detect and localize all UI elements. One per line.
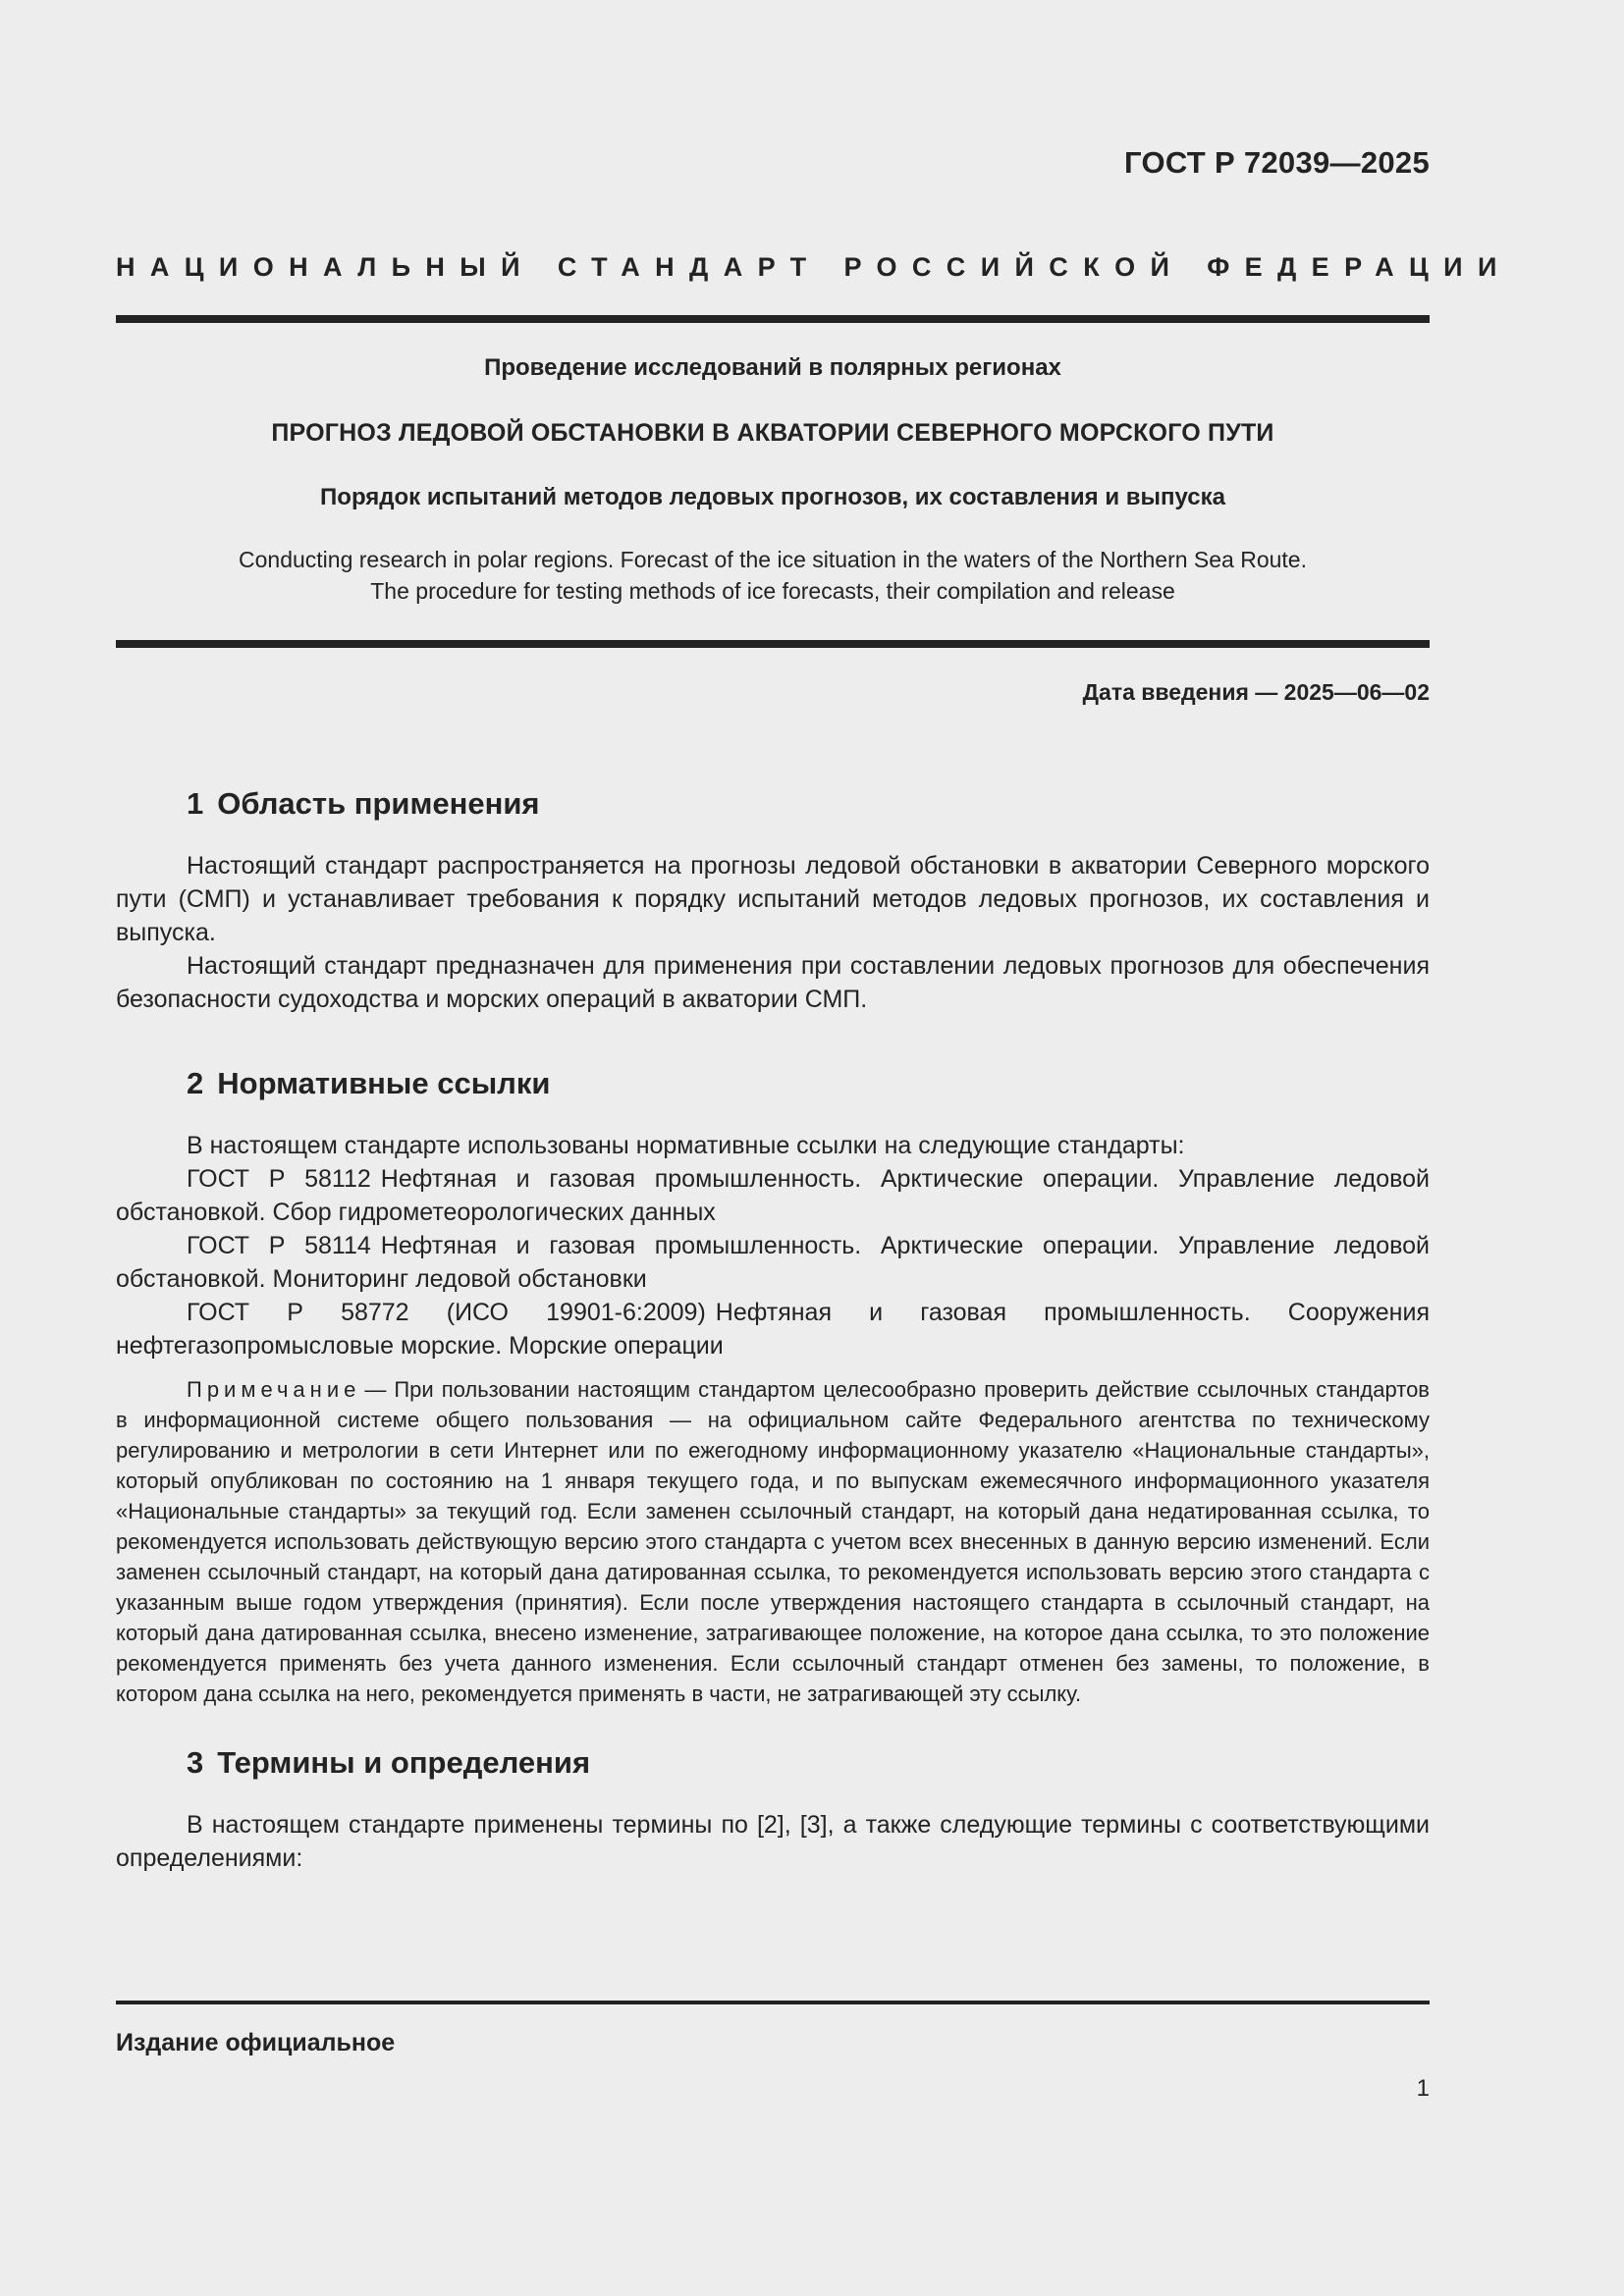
section-number: 3 — [187, 1745, 204, 1780]
document-body — [116, 785, 1430, 1875]
normative-reference — [116, 1229, 1430, 1296]
document-page — [116, 0, 1512, 2296]
note-text: — При пользовании настоящим стандартом целесообразно проверить действие ссылочных стандартов в информационной системе общего пользования — на официальном сайте Федерального агентства по техническому регулированию и метрологии в сети Интернет или по ежегодному информационному указателю «Национальные стандарты», который опубликован по состоянию на 1 января текущего года, и по выпускам ежемесячного информационного указателя «Национальные стандарты» за текущий год. Если заменен ссылочный стандарт, на который дана недатированная ссылка, то рекомендуется использовать действующую версию этого стандарта с учетом всех внесенных в данную версию изменений. Если заменен ссылочный стандарт, на который дана датированная ссылка, то рекомендуется использовать версию этого стандарта с указанным выше годом утверждения (принятия). Если после утверждения настоящего стандарта в ссылочный стандарт, на который дана датированная ссылка, внесено изменение, затрагивающее положение, на которое дана ссылка, то это положение рекомендуется применять без учета данного изменения. Если ссылочный стандарт отменен без замены, то положение, в котором дана ссылка на него, рекомендуется применять в части, не затрагивающей эту ссылку. — [116, 1377, 1430, 1706]
reference-code: ГОСТ Р 58772 (ИСО 19901-6:2009) — [187, 1299, 706, 1326]
reference-code: ГОСТ Р 58112 — [187, 1165, 371, 1193]
title-general: Проведение исследований в полярных регионах — [484, 354, 1061, 381]
reference-title: Нефтяная и газовая промышленность. Сооружения нефтегазопромысловые морские. Морские операции — [116, 1299, 1430, 1360]
edition-label: Издание официальное — [116, 2029, 396, 2056]
title-main: ПРОГНОЗ ЛЕДОВОЙ ОБСТАНОВКИ В АКВАТОРИИ СЕВЕРНОГО МОРСКОГО ПУТИ — [271, 419, 1274, 447]
paragraph: Настоящий стандарт распространяется на прогнозы ледовой обстановки в акватории Северного морского пути (СМП) и устанавливает требования к порядку испытаний методов ледовых прогнозов, их составления и выпуска. — [116, 852, 1430, 946]
reference-title: Нефтяная и газовая промышленность. Арктические операции. Управление ледовой обстановкой. Сбор гидрометеорологических данных — [116, 1165, 1430, 1226]
section-heading — [116, 785, 1430, 823]
document-number: ГОСТ Р 72039—2025 — [1124, 145, 1430, 180]
section-number: 2 — [187, 1066, 204, 1100]
section-heading — [116, 1744, 1430, 1782]
reference-code: ГОСТ Р 58114 — [187, 1232, 371, 1259]
normative-reference — [116, 1162, 1430, 1229]
reference-title: Нефтяная и газовая промышленность. Арктические операции. Управление ледовой обстановкой. Мониторинг ледовой обстановки — [116, 1232, 1430, 1293]
title-english-line-1: Conducting research in polar regions. Forecast of the ice situation in the waters of the Northern Sea Route. — [239, 547, 1307, 572]
note — [116, 1374, 1430, 1709]
section-title: Термины и определения — [217, 1745, 591, 1780]
standard-type-header: НАЦИОНАЛЬНЫЙ СТАНДАРТ РОССИЙСКОЙ ФЕДЕРАЦИИ — [116, 252, 1512, 282]
section-title: Область применения — [217, 786, 540, 821]
normative-reference — [116, 1296, 1430, 1362]
section-number: 1 — [187, 786, 204, 821]
note-label: Примечание — [187, 1377, 361, 1402]
introduction-date: Дата введения — 2025—06—02 — [1082, 679, 1430, 705]
title-complementary: Порядок испытаний методов ледовых прогнозов, их составления и выпуска — [320, 484, 1225, 510]
paragraph: Настоящий стандарт предназначен для применения при составлении ледовых прогнозов для обеспечения безопасности судоходства и морских операций в акватории СМП. — [116, 952, 1430, 1013]
page-number: 1 — [1416, 2075, 1430, 2102]
title-bottom-divider — [116, 640, 1430, 648]
footer-divider — [116, 2001, 1430, 2004]
top-divider — [116, 315, 1430, 323]
paragraph: В настоящем стандарте использованы нормативные ссылки на следующие стандарты: — [187, 1132, 1185, 1159]
paragraph: В настоящем стандарте применены термины по [2], [3], а также следующие термины с соответствующими определениями: — [116, 1811, 1430, 1872]
section-heading — [116, 1065, 1430, 1102]
title-block — [116, 353, 1430, 607]
title-english-line-2: The procedure for testing methods of ice forecasts, their compilation and release — [370, 578, 1175, 604]
section-title: Нормативные ссылки — [217, 1066, 551, 1100]
